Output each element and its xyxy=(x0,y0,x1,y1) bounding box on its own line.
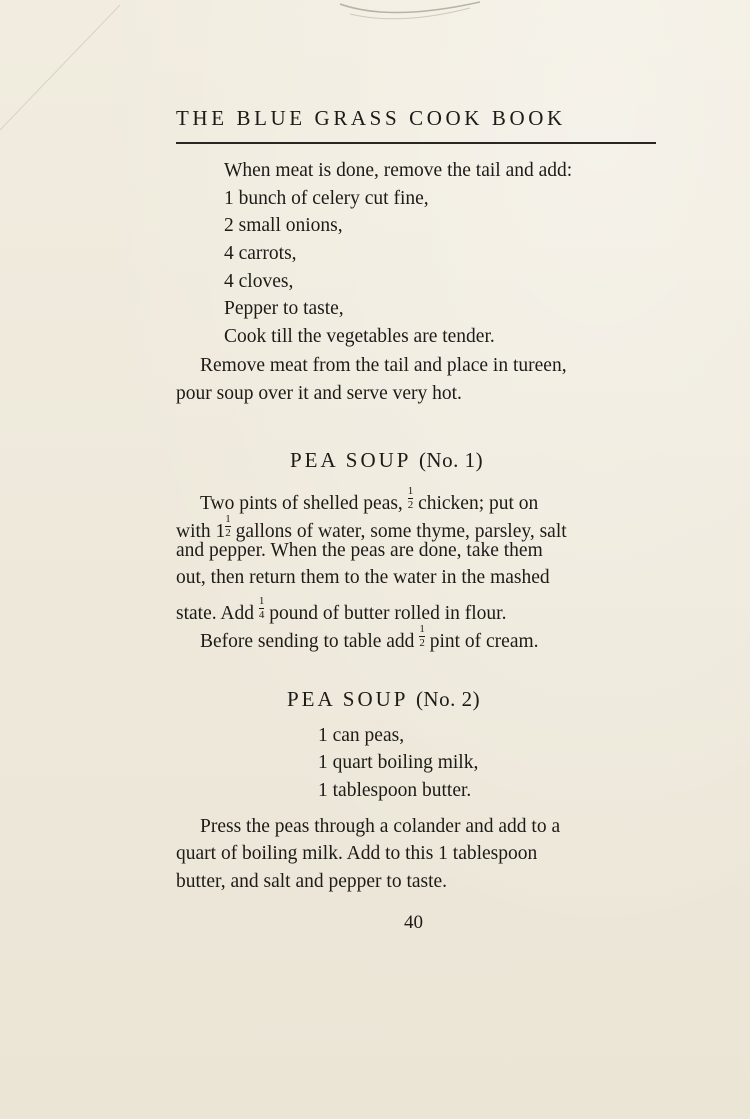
page-number: 40 xyxy=(404,912,423,933)
text-segment: gallons of water, some thyme, parsley, salt xyxy=(235,521,567,542)
ingredient-line: 1 can peas, xyxy=(318,725,405,746)
ingredient-line: 2 small onions, xyxy=(224,215,343,236)
text-segment: state. Add xyxy=(176,603,254,624)
ingredient-line: 1 quart boiling milk, xyxy=(318,752,479,773)
ingredient-line: 4 cloves, xyxy=(224,271,294,292)
paragraph-line: Remove meat from the tail and place in tureen, xyxy=(200,355,567,376)
fraction-one-half: $\frac{1}{2}$ xyxy=(419,623,425,649)
paragraph-line: and pepper. When the peas are done, take them xyxy=(176,540,543,561)
ingredient-line: Pepper to taste, xyxy=(224,298,344,319)
ingredient-line: 4 carrots, xyxy=(224,243,297,264)
text-line: When meat is done, remove the tail and add: xyxy=(224,160,573,181)
paragraph-line: out, then return them to the water in the mashed xyxy=(176,567,550,588)
recipe-heading-pea-soup-1 xyxy=(290,450,483,471)
recipe-title: PEA SOUP xyxy=(290,448,411,472)
page-crease xyxy=(0,0,120,140)
paragraph-line xyxy=(176,596,506,624)
text-segment: chicken; put on xyxy=(418,493,539,514)
running-head: THE BLUE GRASS COOK BOOK xyxy=(176,106,566,130)
ingredient-line: 1 tablespoon butter. xyxy=(318,780,472,801)
recipe-number: (No. 2) xyxy=(415,687,481,711)
text-segment: pound of butter rolled in flour. xyxy=(269,603,507,624)
paragraph-line: quart of boiling milk. Add to this 1 tablespoon xyxy=(176,843,538,864)
header-rule xyxy=(176,142,656,144)
paragraph-line: Press the peas through a colander and add to a xyxy=(200,816,561,837)
paragraph-line xyxy=(200,486,538,514)
fraction-one-quarter: $\frac{1}{4}$ xyxy=(258,595,265,621)
text-segment: pint of cream. xyxy=(429,631,539,652)
text-segment: with 1 xyxy=(176,521,226,542)
fraction-one-half: $\frac{1}{2}$ xyxy=(407,485,414,511)
text-line: Cook till the vegetables are tender. xyxy=(224,326,495,347)
recipe-number: (No. 1) xyxy=(418,448,484,472)
ingredient-line: 1 bunch of celery cut fine, xyxy=(224,188,429,209)
paragraph-line: butter, and salt and pepper to taste. xyxy=(176,871,448,892)
paragraph-line xyxy=(200,624,539,652)
recipe-title: PEA SOUP xyxy=(287,687,408,711)
fraction-one-half: $\frac{1}{2}$ xyxy=(225,513,231,539)
page-fold-mark xyxy=(330,0,490,28)
paragraph-line xyxy=(176,514,567,542)
paragraph-line: pour soup over it and serve very hot. xyxy=(176,383,462,404)
recipe-heading-pea-soup-2 xyxy=(287,689,480,710)
text-segment: Two pints of shelled peas, xyxy=(200,493,403,514)
text-segment: Before sending to table add xyxy=(200,631,415,652)
